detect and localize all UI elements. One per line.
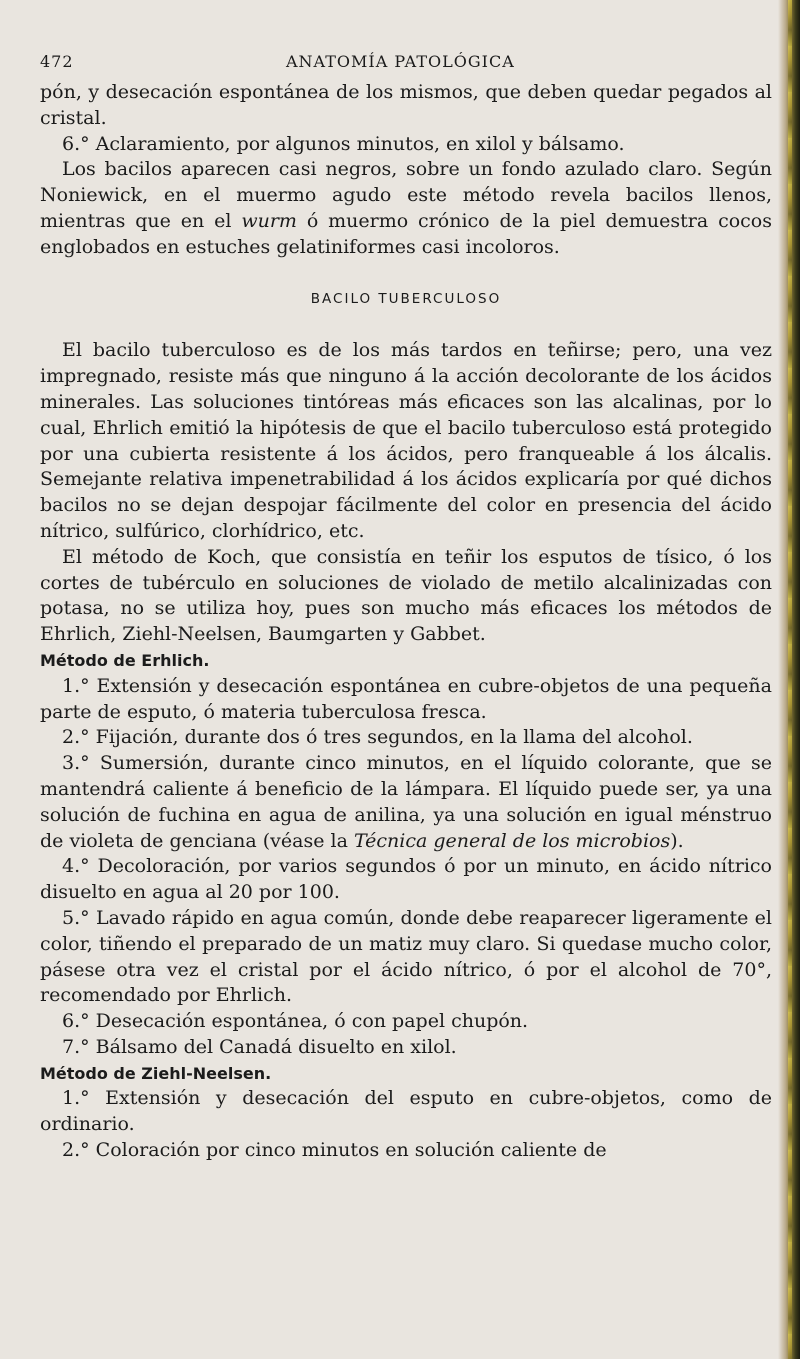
method-heading: Método de Erhlich. (40, 650, 210, 670)
italic-term: Técnica general de los microbios (353, 829, 671, 852)
method-heading: Método de Ziehl-Neelsen. (40, 1063, 272, 1083)
running-header (40, 52, 772, 78)
step-item: 7.° Bálsamo del Canadá disuelto en xilol. (62, 1035, 457, 1058)
step-item: 1.° Extensión y desecación espontánea en cubre-objetos de una pequeña parte de esputo, ó materia tuberculosa fresca. (40, 674, 772, 723)
page-number: 472 (40, 52, 74, 71)
step-item: 6.° Desecación espontánea, ó con papel chupón. (62, 1010, 529, 1033)
step-item: 5.° Lavado rápido en agua común, donde debe reaparecer ligeramente el color, tiñendo el preparado de un matiz muy claro. Si quedase mucho color, pásese otra vez el cristal por el ácido nítrico, ó por el alcohol de 70°, recomendado por Ehrlich. (40, 906, 772, 1007)
step-item (40, 751, 772, 854)
paragraph: 6.° Aclaramiento, por algunos minutos, en xilol y bálsamo. (62, 132, 625, 155)
paragraph-text: 3.° Sumersión, durante cinco minutos, en el líquido colorante, que se mantendrá caliente á beneficio de la lámpara. El líquido puede ser, ya una solución de fuchina en agua de anilina, ya una solución en igual ménstruo de violeta de genciana (véase la (40, 752, 772, 852)
paragraph: El bacilo tuberculoso es de los más tardos en teñirse; pero, una vez impregnado, resiste más que ninguno á la acción decolorante de los ácidos minerales. Las soluciones tintóreas más eficaces son las alcalinas, por lo cual, Ehrlich emitió la hipótesis de que el bacilo tuberculoso está protegido por una cubierta resistente á los ácidos, pero franqueable á los álcalis. Semejante relativa impenetrabilidad á los ácidos explicaría por qué dichos bacilos no se dejan despojar fácilmente del color en presencia del ácido nítrico, sulfúrico, clorhídrico, etc. (40, 339, 772, 542)
paragraph: El método de Koch, que consistía en teñir los esputos de tísico, ó los cortes de tubérculo en soluciones de violado de metilo alcalinizadas con potasa, no se utiliza hoy, pues son mucho más eficaces los métodos de Ehrlich, Ziehl-Neelsen, Baumgarten y Gabbet. (40, 545, 772, 646)
section-heading: BACILO TUBERCULOSO (310, 290, 502, 307)
running-title: ANATOMÍA PATOLÓGICA (286, 52, 515, 71)
paragraph-text: ó muermo crónico de la piel demuestra cocos englobados en estuches gelatiniformes casi incoloros. (40, 209, 772, 258)
paragraph (40, 157, 772, 260)
italic-term: wurm (241, 209, 297, 232)
paragraph-text: Los bacilos aparecen casi negros, sobre un fondo azulado claro. Según Noniewick, en el muermo agudo este método revela bacilos llenos, mientras que en el (40, 158, 772, 232)
paragraph: pón, y desecación espontánea de los mismos, que deben quedar pegados al cristal. (40, 81, 772, 129)
step-item: 2.° Coloración por cinco minutos en solución caliente de (62, 1139, 607, 1162)
page-body (40, 80, 772, 1164)
step-item: 2.° Fijación, durante dos ó tres segundos, en la llama del alcohol. (62, 726, 693, 749)
paragraph-text: ). (670, 829, 684, 852)
page-edge-highlight (788, 0, 792, 1359)
step-item: 1.° Extensión y desecación del esputo en cubre-objetos, como de ordinario. (40, 1087, 772, 1136)
step-item: 4.° Decoloración, por varios segundos ó por un minuto, en ácido nítrico disuelto en agua al 20 por 100. (40, 855, 772, 904)
